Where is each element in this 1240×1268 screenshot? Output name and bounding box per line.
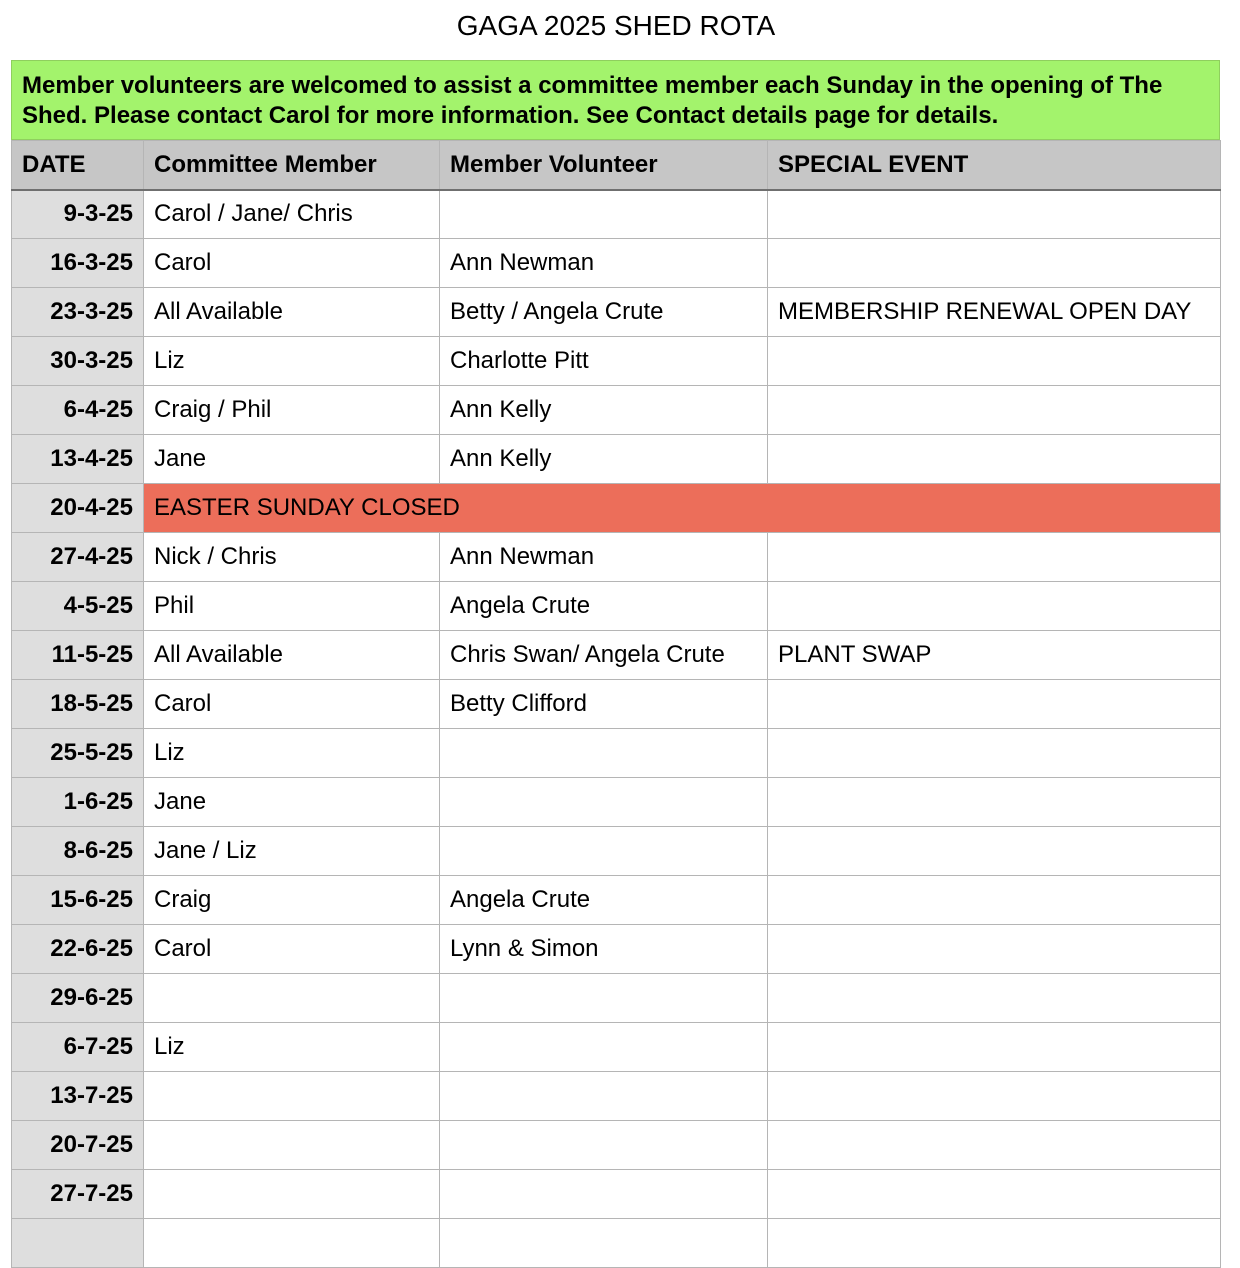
member-volunteer-cell[interactable] [440, 1072, 768, 1121]
table-row [12, 974, 1221, 1023]
committee-member-cell[interactable]: Jane [144, 435, 440, 484]
table-row [12, 533, 1221, 582]
table-row [12, 239, 1221, 288]
committee-member-cell[interactable] [144, 974, 440, 1023]
date-cell[interactable]: 11-5-25 [12, 631, 144, 680]
member-volunteer-cell[interactable]: Chris Swan/ Angela Crute [440, 631, 768, 680]
special-event-cell[interactable] [768, 582, 1221, 631]
committee-member-cell[interactable]: Craig / Phil [144, 386, 440, 435]
table-row [12, 925, 1221, 974]
member-volunteer-cell[interactable]: Betty Clifford [440, 680, 768, 729]
date-cell[interactable]: 6-4-25 [12, 386, 144, 435]
rota-sheet [11, 60, 1220, 1268]
special-event-cell[interactable] [768, 778, 1221, 827]
date-cell[interactable]: 23-3-25 [12, 288, 144, 337]
table-row [12, 288, 1221, 337]
member-volunteer-cell[interactable] [440, 1219, 768, 1268]
special-event-cell[interactable] [768, 239, 1221, 288]
rota-body [12, 190, 1221, 1268]
member-volunteer-cell[interactable]: Ann Newman [440, 533, 768, 582]
table-row [12, 778, 1221, 827]
page-title: GAGA 2025 SHED ROTA [456, 10, 776, 41]
committee-member-cell[interactable] [144, 1121, 440, 1170]
committee-member-cell[interactable]: Carol [144, 239, 440, 288]
special-event-cell[interactable] [768, 386, 1221, 435]
special-event-cell[interactable] [768, 435, 1221, 484]
date-cell[interactable]: 29-6-25 [12, 974, 144, 1023]
table-row [12, 1219, 1221, 1268]
special-event-cell[interactable] [768, 925, 1221, 974]
committee-member-cell[interactable]: Liz [144, 337, 440, 386]
date-cell[interactable]: 25-5-25 [12, 729, 144, 778]
date-cell[interactable] [12, 1219, 144, 1268]
committee-member-cell[interactable] [144, 1170, 440, 1219]
committee-member-cell[interactable]: Liz [144, 729, 440, 778]
member-volunteer-cell[interactable]: Charlotte Pitt [440, 337, 768, 386]
member-volunteer-cell[interactable]: Ann Kelly [440, 435, 768, 484]
header-member-volunteer[interactable]: Member Volunteer [440, 141, 768, 190]
member-volunteer-cell[interactable] [440, 190, 768, 239]
header-special-event[interactable]: SPECIAL EVENT [768, 141, 1221, 190]
table-row [12, 876, 1221, 925]
member-volunteer-cell[interactable]: Betty / Angela Crute [440, 288, 768, 337]
member-volunteer-cell[interactable]: Ann Newman [440, 239, 768, 288]
date-cell[interactable]: 6-7-25 [12, 1023, 144, 1072]
header-row [12, 141, 1221, 190]
committee-member-cell[interactable]: Carol [144, 925, 440, 974]
date-cell[interactable]: 20-7-25 [12, 1121, 144, 1170]
member-volunteer-cell[interactable] [440, 1023, 768, 1072]
table-row [12, 1170, 1221, 1219]
special-event-cell[interactable] [768, 1170, 1221, 1219]
volunteer-notice: Member volunteers are welcomed to assist a committee member each Sunday in the opening of The Shed. Please contact Carol for more information. See Contact details page for details. [11, 60, 1220, 140]
table-row [12, 1121, 1221, 1170]
date-cell[interactable]: 22-6-25 [12, 925, 144, 974]
special-event-cell[interactable] [768, 1072, 1221, 1121]
date-cell[interactable]: 9-3-25 [12, 190, 144, 239]
table-row [12, 729, 1221, 778]
member-volunteer-cell[interactable] [440, 827, 768, 876]
committee-member-cell[interactable]: All Available [144, 631, 440, 680]
special-event-cell[interactable] [768, 729, 1221, 778]
special-event-cell[interactable] [768, 827, 1221, 876]
committee-member-cell[interactable]: Jane / Liz [144, 827, 440, 876]
member-volunteer-cell[interactable]: Ann Kelly [440, 386, 768, 435]
special-event-cell[interactable] [768, 1219, 1221, 1268]
member-volunteer-cell[interactable] [440, 778, 768, 827]
table-row [12, 337, 1221, 386]
special-event-cell[interactable] [768, 876, 1221, 925]
table-row [12, 1072, 1221, 1121]
rota-table [11, 140, 1221, 1268]
date-cell[interactable]: 18-5-25 [12, 680, 144, 729]
date-cell[interactable]: 13-7-25 [12, 1072, 144, 1121]
committee-member-cell[interactable]: Carol [144, 680, 440, 729]
member-volunteer-cell[interactable] [440, 729, 768, 778]
header-committee-member[interactable]: Committee Member [144, 141, 440, 190]
date-cell[interactable]: 4-5-25 [12, 582, 144, 631]
date-cell[interactable]: 13-4-25 [12, 435, 144, 484]
special-event-cell[interactable] [768, 1023, 1221, 1072]
table-row [12, 631, 1221, 680]
committee-member-cell[interactable]: Carol / Jane/ Chris [144, 190, 440, 239]
special-event-cell[interactable] [768, 337, 1221, 386]
table-row [12, 582, 1221, 631]
date-cell[interactable]: 27-4-25 [12, 533, 144, 582]
special-event-cell[interactable] [768, 190, 1221, 239]
table-row [12, 190, 1221, 239]
table-row [12, 1023, 1221, 1072]
committee-member-cell[interactable]: All Available [144, 288, 440, 337]
committee-member-cell[interactable]: Craig [144, 876, 440, 925]
committee-member-cell[interactable] [144, 1072, 440, 1121]
committee-member-cell[interactable]: Nick / Chris [144, 533, 440, 582]
committee-member-cell[interactable]: Liz [144, 1023, 440, 1072]
special-event-cell[interactable] [768, 1121, 1221, 1170]
table-row [12, 680, 1221, 729]
date-cell[interactable]: 8-6-25 [12, 827, 144, 876]
special-event-cell[interactable]: PLANT SWAP [768, 631, 1221, 680]
committee-member-cell[interactable]: Phil [144, 582, 440, 631]
special-event-cell[interactable] [768, 533, 1221, 582]
committee-member-cell[interactable]: Jane [144, 778, 440, 827]
special-event-cell[interactable] [768, 974, 1221, 1023]
date-cell[interactable]: 15-6-25 [12, 876, 144, 925]
table-row [12, 827, 1221, 876]
date-cell[interactable]: 16-3-25 [12, 239, 144, 288]
date-cell[interactable]: 20-4-25 [12, 484, 144, 533]
closed-notice-cell[interactable]: EASTER SUNDAY CLOSED [144, 484, 1221, 533]
header-date[interactable]: DATE [12, 141, 144, 190]
table-row [12, 435, 1221, 484]
member-volunteer-cell[interactable]: Angela Crute [440, 876, 768, 925]
committee-member-cell[interactable] [144, 1219, 440, 1268]
member-volunteer-cell[interactable] [440, 1121, 768, 1170]
date-cell[interactable]: 1-6-25 [12, 778, 144, 827]
member-volunteer-cell[interactable]: Lynn & Simon [440, 925, 768, 974]
special-event-cell[interactable] [768, 680, 1221, 729]
member-volunteer-cell[interactable] [440, 974, 768, 1023]
special-event-cell[interactable]: MEMBERSHIP RENEWAL OPEN DAY [768, 288, 1221, 337]
member-volunteer-cell[interactable] [440, 1170, 768, 1219]
member-volunteer-cell[interactable]: Angela Crute [440, 582, 768, 631]
table-row [12, 484, 1221, 533]
table-row [12, 386, 1221, 435]
date-cell[interactable]: 30-3-25 [12, 337, 144, 386]
date-cell[interactable]: 27-7-25 [12, 1170, 144, 1219]
